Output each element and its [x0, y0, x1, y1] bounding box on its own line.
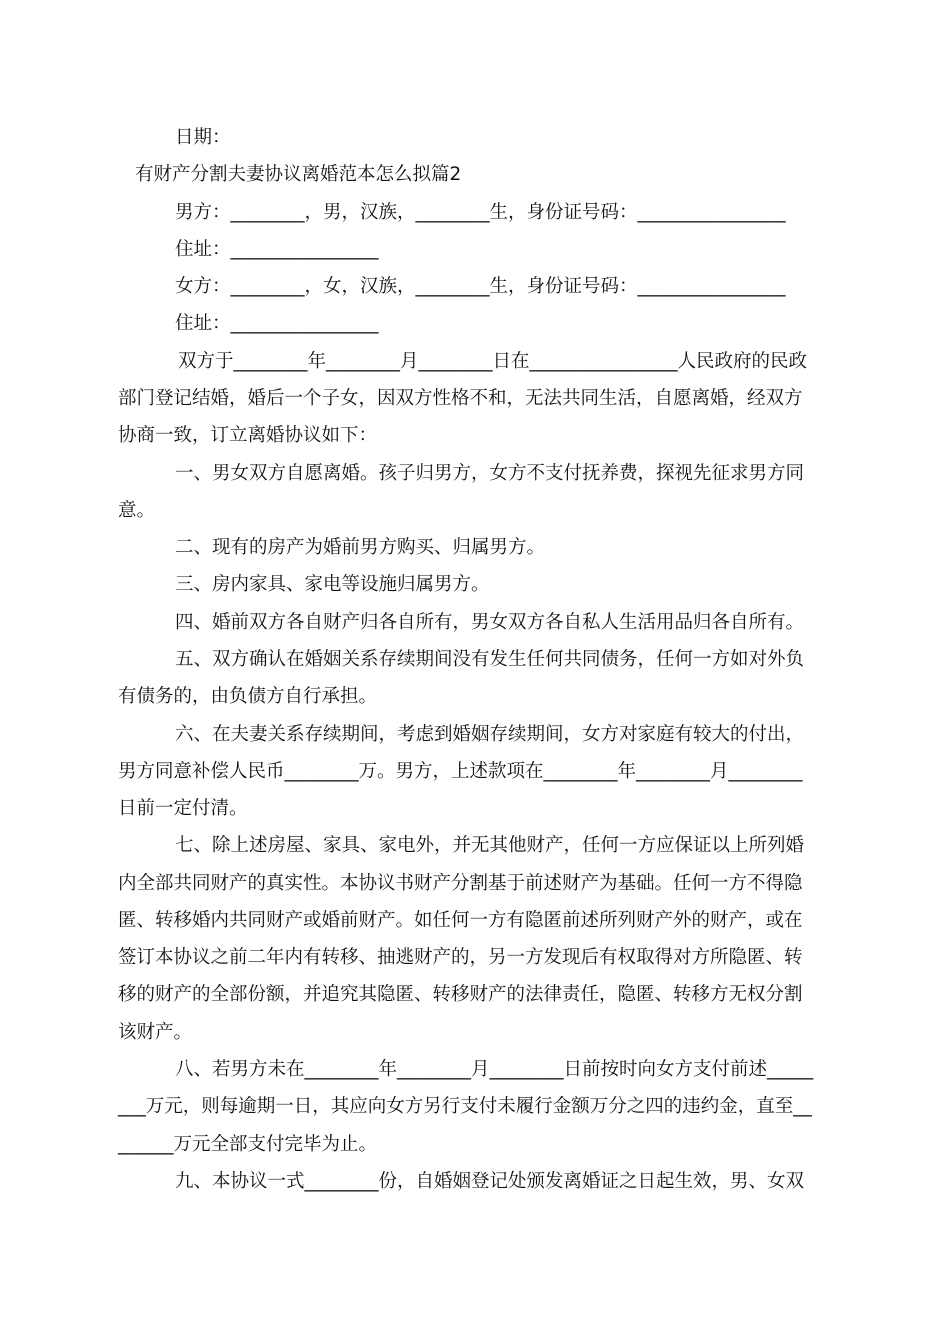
clause-1	[0, 455, 950, 530]
clause-line: 内全部共同财产的真实性。本协议书财产分割基于前述财产为基础。任何一方不得隐	[118, 872, 803, 894]
clause-line: ___万元，则每逾期一日，其应向女方另行支付未履行金额万分之四的违约金，直至__	[118, 1096, 812, 1118]
clause-line: ______万元全部支付完毕为止。	[118, 1133, 378, 1155]
female-address-line: 住址：________________	[175, 313, 379, 335]
clause-line: 七、除上述房屋、家具、家电外，并无其他财产，任何一方应保证以上所列婚	[175, 835, 805, 857]
clause-line: 二、现有的房产为婚前男方购买、归属男方。	[175, 537, 546, 559]
clause-line: 四、婚前双方各自财产归各自所有，男女双方各自私人生活用品归各自所有。	[175, 611, 805, 633]
clause-5	[0, 641, 950, 716]
clause-4	[0, 604, 950, 641]
clause-line: 九、本协议一式________份，自婚姻登记处颁发离婚证之日起生效，男、女双	[175, 1170, 805, 1192]
clause-line: 男方同意补偿人民币________万。男方，上述款项在________年________月________	[118, 760, 803, 782]
clause-2	[0, 529, 950, 566]
clause-3	[0, 566, 950, 603]
clause-line: 日前一定付清。	[118, 798, 248, 820]
clause-line: 有债务的，由负债方自行承担。	[118, 686, 378, 708]
clause-6	[0, 716, 950, 828]
female-party-line: 女方：________，女，汉族，________生，身份证号码：________________	[175, 276, 786, 298]
clause-line: 一、男女双方自愿离婚。孩子归男方，女方不支付抚养费，探视先征求男方同	[175, 462, 805, 484]
male-party-line: 男方：________，男，汉族，________生，身份证号码：________________	[175, 201, 786, 223]
clause-line: 三、房内家具、家电等设施归属男方。	[175, 574, 490, 596]
document-title: 有财产分割夫妻协议离婚范本怎么拟篇2	[135, 164, 462, 186]
clause-9	[0, 1163, 950, 1200]
clause-8	[0, 1051, 950, 1163]
clause-line: 匿、转移婚内共同财产或婚前财产。如任何一方有隐匿前述所列财产外的财产，或在	[118, 909, 803, 931]
intro-paragraph	[0, 343, 950, 455]
clause-line: 意。	[118, 499, 156, 521]
clause-line: 该财产。	[118, 1021, 193, 1043]
intro-line: 双方于________年________月________日在________________人民政府的民政	[178, 350, 808, 372]
intro-line: 部门登记结婚，婚后一个子女，因双方性格不和，无法共同生活，自愿离婚，经双方	[118, 387, 803, 409]
clause-line: 签订本协议之前二年内有转移、抽逃财产的，另一方发现后有权取得对方所隐匿、转	[118, 947, 803, 969]
clause-line: 八、若男方未在________年________月________日前按时向女方支付前述_____	[175, 1059, 814, 1081]
clause-line: 移的财产的全部份额，并追究其隐匿、转移财产的法律责任，隐匿、转移方无权分割	[118, 984, 803, 1006]
date-label: 日期：	[175, 127, 231, 148]
male-address-line: 住址：________________	[175, 238, 379, 260]
intro-line: 协商一致，订立离婚协议如下：	[118, 425, 378, 447]
clause-line: 五、双方确认在婚姻关系存续期间没有发生任何共同债务，任何一方如对外负	[175, 648, 805, 670]
clause-7	[0, 827, 950, 1051]
clause-line: 六、在夫妻关系存续期间，考虑到婚姻存续期间，女方对家庭有较大的付出，	[175, 723, 805, 745]
